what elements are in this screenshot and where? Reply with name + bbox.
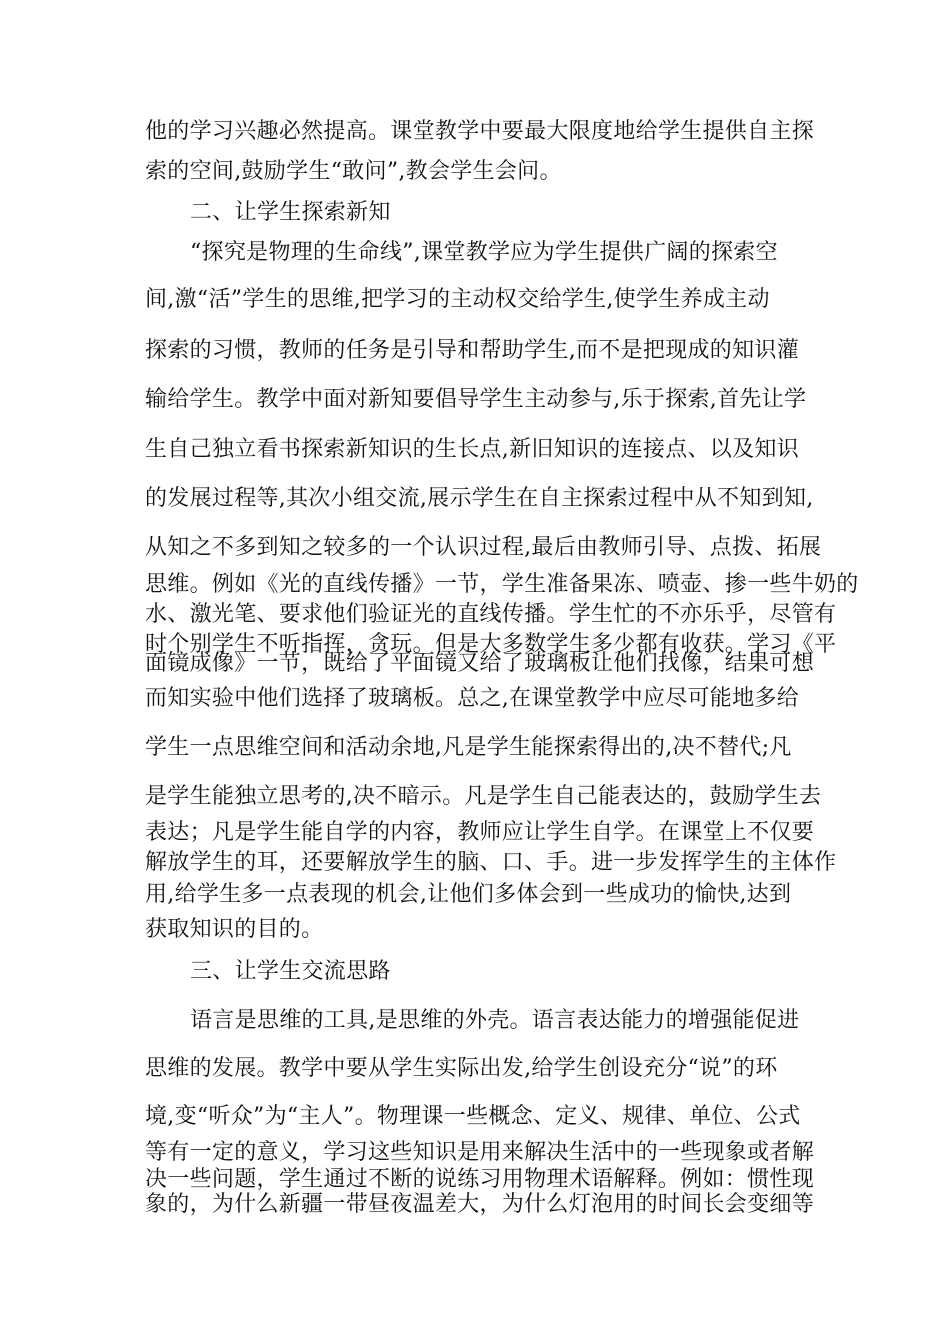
text-line: 索的空间,鼓励学生“敢问”,教会学生会问。 [145, 159, 562, 184]
text-line: 而知实验中他们选择了玻璃板。总之,在课堂教学中应尽可能地多给 [145, 686, 799, 711]
section-heading: 三、让学生交流思路 [190, 959, 391, 984]
text-line: 从知之不多到知之较多的一个认识过程,最后由教师引导、点拨、拓展 [145, 535, 822, 560]
section-heading: 二、让学生探索新知 [190, 200, 391, 225]
text-line: 他的学习兴趣必然提高。课堂教学中要最大限度地给学生提供自主探 [145, 119, 815, 144]
text-line: 水、激光笔、要求他们验证光的直线传播。学生忙的不亦乐乎，尽管有 [145, 602, 837, 627]
text-line: 用,给学生多一点表现的机会,让他们多体会到一些成功的愉快,达到 [145, 882, 792, 907]
text-line: 思维的发展。教学中要从学生实际出发,给学生创设充分“说”的环 [145, 1056, 778, 1081]
text-line: 语言是思维的工具,是思维的外壳。语言表达能力的增强能促进 [190, 1008, 800, 1033]
text-line: 面镜成像》一节，既给了平面镜又给了玻璃板让他们找像，结果可想 [145, 651, 815, 676]
text-line: 境,变“听众”为“主人”。物理课一些概念、定义、规律、单位、公式 [145, 1104, 801, 1129]
text-line: 象的，为什么新疆一带昼夜温差大，为什么灯泡用的时间长会变细等 [145, 1192, 815, 1217]
text-line: 生自己独立看书探索新知识的生长点,新旧知识的连接点、以及知识 [145, 437, 799, 462]
text-line: 的发展过程等,其次小组交流,展示学生在自主探索过程中从不知到知, [145, 486, 814, 511]
text-line: 学生一点思维空间和活动余地,凡是学生能探索得出的,决不替代;凡 [145, 735, 792, 760]
text-line: 获取知识的目的。 [145, 917, 324, 942]
text-line: 是学生能独立思考的,决不暗示。凡是学生自己能表达的，鼓励学生去 [145, 784, 822, 809]
text-line: 等有一定的意义，学习这些知识是用来解决生活中的一些现象或者解 [145, 1140, 815, 1165]
text-line: 探索的习惯，教师的任务是引导和帮助学生,而不是把现成的知识灌 [145, 338, 799, 363]
text-line: 思维。例如《光的直线传播》一节，学生准备果冻、喷壶、掺一些牛奶的 [145, 572, 859, 597]
text-line: 表达；凡是学生能自学的内容，教师应让学生自学。在课堂上不仅要 [145, 820, 815, 845]
text-line: 解放学生的耳，还要解放学生的脑、口、手。进一步发挥学生的主体作 [145, 850, 837, 875]
text-line: “探究是物理的生命线”,课堂教学应为学生提供广阔的探索空 [190, 240, 778, 265]
text-line: 决一些问题，学生通过不断的说练习用物理术语解释。例如：惯性现 [145, 1167, 815, 1192]
text-line: 输给学生。教学中面对新知要倡导学生主动参与,乐于探索,首先让学 [145, 387, 807, 412]
text-line: 时个别学生不听指挥，贪玩。但是大多数学生多少都有收获。学习《平 [145, 632, 837, 657]
text-line: 间,激“活”学生的思维,把学习的主动权交给学生,使学生养成主动 [145, 287, 770, 312]
